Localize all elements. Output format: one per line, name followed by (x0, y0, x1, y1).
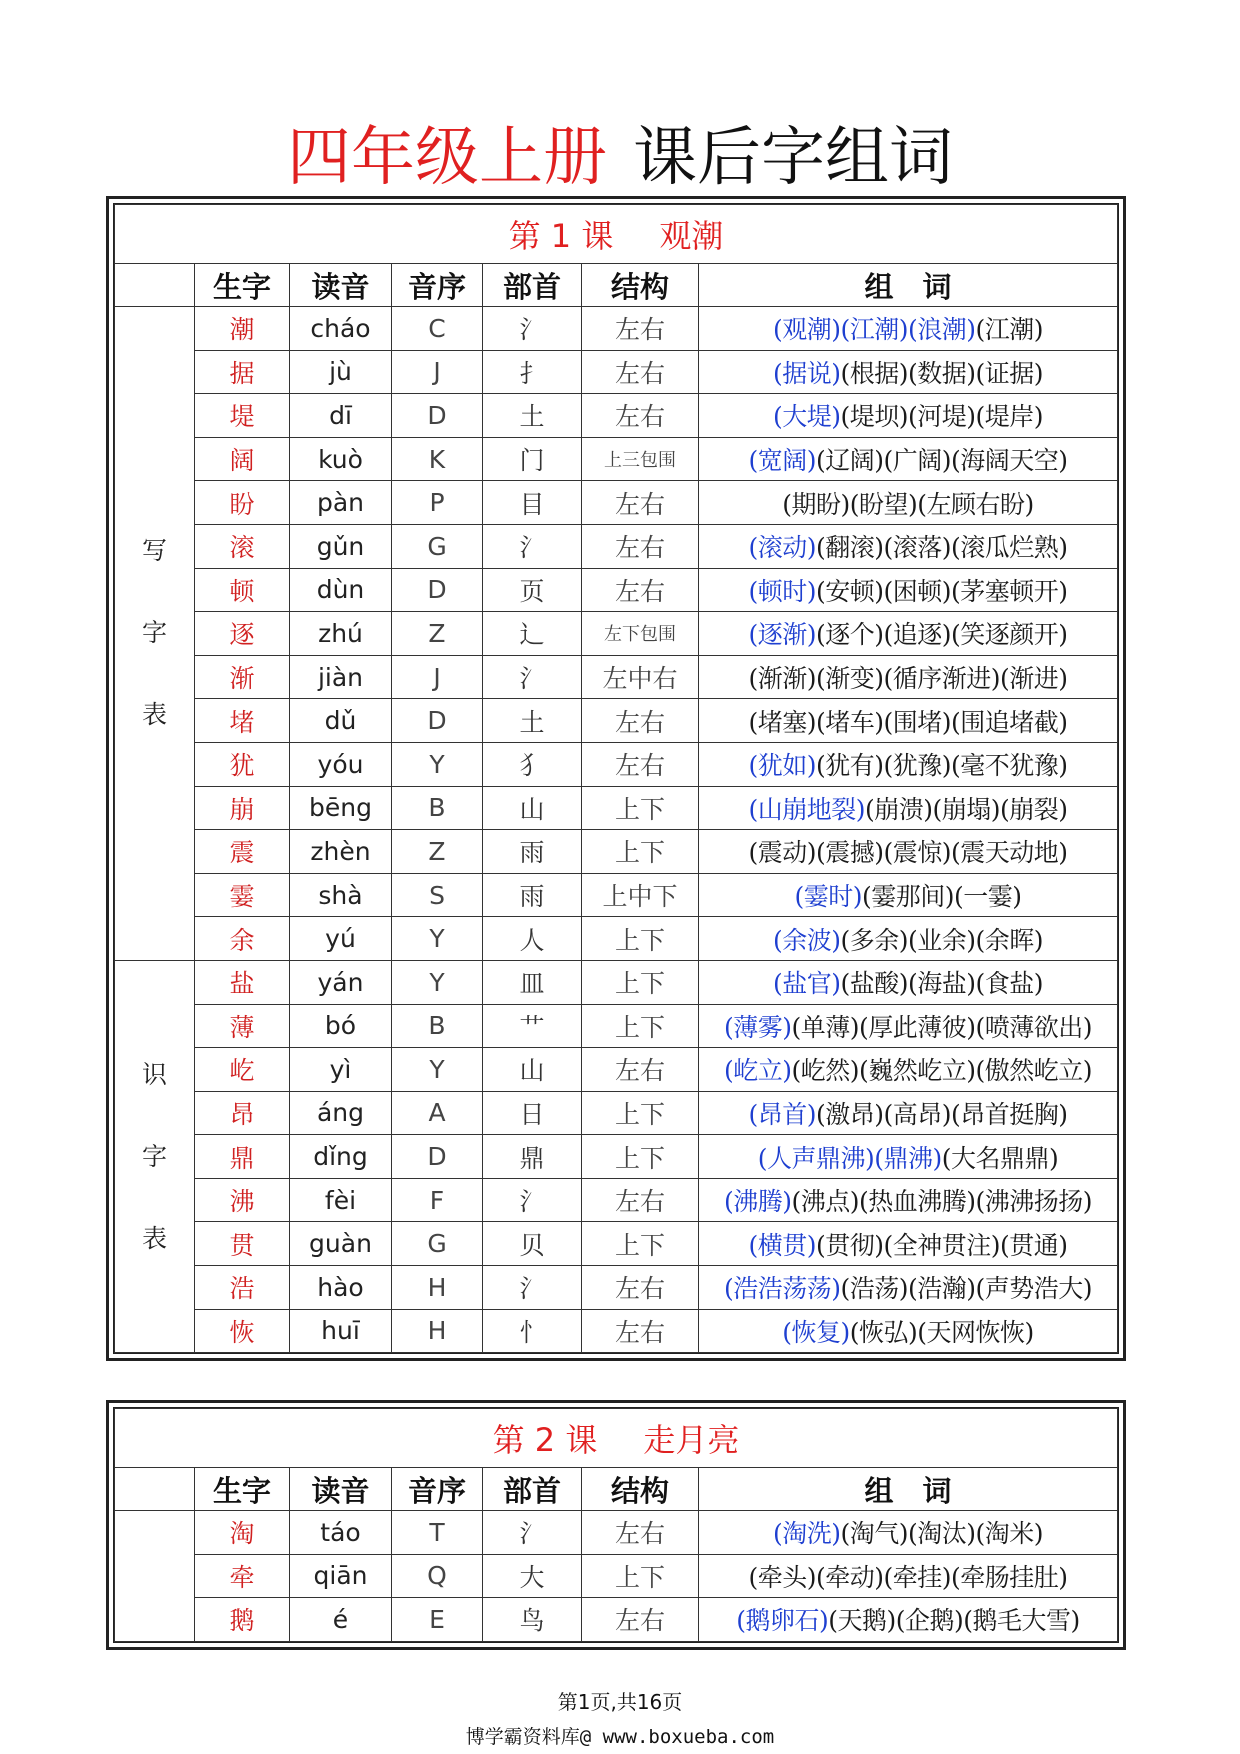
header-structure: 结构 (582, 1468, 699, 1511)
radical-cell: 扌 (483, 350, 582, 394)
radical-cell: 犭 (483, 742, 582, 786)
group-label-char: 写 (141, 536, 167, 566)
structure-cell: 上下 (582, 917, 699, 961)
lesson-1-name: 观潮 (659, 217, 724, 255)
letter-cell: B (392, 786, 483, 830)
pinyin-cell: áng (290, 1091, 392, 1135)
pinyin-cell: zhú (290, 612, 392, 656)
letter-cell: E (392, 1598, 483, 1642)
structure-cell: 上下 (582, 1554, 699, 1598)
radical-cell: 鸟 (483, 1598, 582, 1642)
words-cell (699, 960, 1118, 1004)
header-letter: 音序 (392, 1468, 483, 1511)
group-label-char: 表 (141, 1223, 167, 1253)
character-cell: 滚 (195, 524, 290, 568)
letter-cell: J (392, 655, 483, 699)
words-plain: (逐个)(追逐)(笑逐颜开) (815, 620, 1068, 650)
table-row (115, 1309, 1118, 1353)
group-label (115, 960, 195, 1352)
words-cell (699, 1554, 1118, 1598)
table-row (115, 1004, 1118, 1048)
words-cell (699, 1178, 1118, 1222)
radical-cell: 氵 (483, 524, 582, 568)
structure-cell: 左右 (582, 481, 699, 525)
structure-cell: 左右 (582, 1511, 699, 1555)
words-highlighted: (横贯) (748, 1230, 816, 1260)
character-cell: 堵 (195, 699, 290, 743)
table-row (115, 1048, 1118, 1092)
structure-cell: 上下 (582, 830, 699, 874)
pinyin-cell: qiān (290, 1554, 392, 1598)
radical-cell: 氵 (483, 307, 582, 351)
radical-cell: 氵 (483, 1178, 582, 1222)
letter-cell: Y (392, 742, 483, 786)
character-cell: 恢 (195, 1309, 290, 1353)
words-cell (699, 394, 1118, 438)
letter-cell: H (392, 1309, 483, 1353)
structure-cell: 左右 (582, 568, 699, 612)
words-highlighted: (逐渐) (748, 620, 816, 650)
words-highlighted: (余波) (772, 925, 841, 955)
letter-cell: Y (392, 917, 483, 961)
table-row (115, 699, 1118, 743)
pinyin-cell: kuò (290, 437, 392, 481)
lesson-1-read-rows (115, 960, 1118, 1352)
words-highlighted: (鹅卵石) (736, 1606, 829, 1636)
pinyin-cell: jù (290, 350, 392, 394)
words-cell (699, 1222, 1118, 1266)
structure-cell: 上下 (582, 786, 699, 830)
pinyin-cell: fèi (290, 1178, 392, 1222)
character-cell: 震 (195, 830, 290, 874)
words-highlighted: (人声鼎沸)(鼎沸) (757, 1143, 942, 1173)
words-plain: (翻滚)(滚落)(滚瓜烂熟) (815, 533, 1068, 563)
structure-cell: 左右 (582, 524, 699, 568)
words-plain: (大名鼎鼎) (941, 1143, 1059, 1173)
words-cell (699, 568, 1118, 612)
character-cell: 牵 (195, 1554, 290, 1598)
table-row (115, 1511, 1118, 1555)
letter-cell: Y (392, 1048, 483, 1092)
character-cell: 崩 (195, 786, 290, 830)
pinyin-cell: dǔ (290, 699, 392, 743)
pinyin-cell: bó (290, 1004, 392, 1048)
radical-cell: 氵 (483, 655, 582, 699)
radical-cell: 忄 (483, 1309, 582, 1353)
radical-cell: 大 (483, 1554, 582, 1598)
letter-cell: Z (392, 612, 483, 656)
words-cell (699, 1309, 1118, 1353)
radical-cell: 目 (483, 481, 582, 525)
words-cell (699, 1004, 1118, 1048)
radical-cell: 土 (483, 394, 582, 438)
words-cell (699, 786, 1118, 830)
radical-cell: 辶 (483, 612, 582, 656)
lesson-1-header-row (115, 264, 1118, 307)
words-plain: (犹有)(犹豫)(毫不犹豫) (815, 751, 1068, 781)
letter-cell: Y (392, 960, 483, 1004)
radical-cell: 山 (483, 786, 582, 830)
words-highlighted: (盐官) (772, 969, 841, 999)
pinyin-cell: yú (290, 917, 392, 961)
group-label-char: 字 (141, 618, 167, 648)
words-highlighted: (恢复) (782, 1317, 850, 1347)
words-plain: (恢弘)(天网恢恢) (849, 1317, 1034, 1347)
character-cell: 堤 (195, 394, 290, 438)
header-words: 组 词 (699, 1468, 1118, 1511)
radical-cell: 土 (483, 699, 582, 743)
header-pinyin: 读音 (290, 1468, 392, 1511)
lesson-2-grid (114, 1408, 1118, 1642)
words-plain: (辽阔)(广阔)(海阔天空) (815, 446, 1068, 476)
character-cell: 昂 (195, 1091, 290, 1135)
header-structure: 结构 (582, 264, 699, 307)
page-title (0, 118, 1240, 198)
table-row (115, 786, 1118, 830)
words-plain: (霎那间)(一霎) (862, 882, 1022, 912)
lesson-2-name: 走月亮 (643, 1421, 740, 1459)
table-row (115, 394, 1118, 438)
words-highlighted: (浩浩荡荡) (723, 1274, 841, 1304)
pinyin-cell: zhèn (290, 830, 392, 874)
structure-cell: 左右 (582, 742, 699, 786)
lesson-2-table (106, 1400, 1126, 1650)
pinyin-cell: guàn (290, 1222, 392, 1266)
lesson-1-title (115, 205, 1118, 264)
character-cell: 霎 (195, 873, 290, 917)
letter-cell: C (392, 307, 483, 351)
lesson-2-number: 第 2 课 (492, 1421, 598, 1459)
table-row (115, 1222, 1118, 1266)
character-cell: 淘 (195, 1511, 290, 1555)
words-highlighted: (沸腾) (723, 1187, 792, 1217)
source-credit: 博学霸资料库@ www.boxueba.com (465, 1726, 775, 1748)
words-cell (699, 524, 1118, 568)
words-plain: (盐酸)(海盐)(食盐) (840, 969, 1044, 999)
words-cell (699, 307, 1118, 351)
header-char: 生字 (195, 264, 290, 307)
letter-cell: T (392, 1511, 483, 1555)
words-highlighted: (据说) (772, 358, 841, 388)
words-highlighted: (薄雾) (723, 1012, 792, 1042)
words-plain: (多余)(业余)(余晖) (840, 925, 1044, 955)
table-row (115, 960, 1118, 1004)
pinyin-cell: shà (290, 873, 392, 917)
structure-cell: 左右 (582, 699, 699, 743)
letter-cell: J (392, 350, 483, 394)
words-plain: (浩荡)(浩瀚)(声势浩大) (840, 1274, 1093, 1304)
table-row (115, 437, 1118, 481)
words-plain: (天鹅)(企鹅)(鹅毛大雪) (828, 1606, 1080, 1636)
pinyin-cell: gǔn (290, 524, 392, 568)
words-highlighted: (淘洗) (772, 1519, 841, 1549)
structure-cell: 左右 (582, 1598, 699, 1642)
character-cell: 盼 (195, 481, 290, 525)
pinyin-cell: táo (290, 1511, 392, 1555)
words-plain: (根据)(数据)(证据) (840, 358, 1044, 388)
radical-cell: 雨 (483, 873, 582, 917)
page-title-subject: 课后字组词 (633, 121, 953, 195)
radical-cell: 雨 (483, 830, 582, 874)
character-cell: 潮 (195, 307, 290, 351)
header-pinyin: 读音 (290, 264, 392, 307)
words-plain: (渐渐)(渐变)(循序渐进)(渐进) (748, 664, 1068, 694)
radical-cell: 贝 (483, 1222, 582, 1266)
table-row (115, 742, 1118, 786)
table-row (115, 1135, 1118, 1179)
pinyin-cell: hào (290, 1266, 392, 1310)
words-highlighted: (屹立) (723, 1056, 792, 1086)
lesson-1-number: 第 1 课 (508, 217, 614, 255)
words-cell (699, 917, 1118, 961)
structure-cell: 左下包围 (582, 612, 699, 656)
pinyin-cell: dī (290, 394, 392, 438)
letter-cell: A (392, 1091, 483, 1135)
lesson-2-header-row (115, 1468, 1118, 1511)
table-row (115, 524, 1118, 568)
words-plain: (江潮) (975, 315, 1044, 345)
pinyin-cell: jiàn (290, 655, 392, 699)
table-row (115, 917, 1118, 961)
words-plain: (堵塞)(堵车)(围堵)(围追堵截) (748, 707, 1068, 737)
letter-cell: G (392, 1222, 483, 1266)
character-cell: 犹 (195, 742, 290, 786)
words-highlighted: (犹如) (748, 751, 816, 781)
words-cell (699, 873, 1118, 917)
radical-cell: 皿 (483, 960, 582, 1004)
group-label-char: 识 (141, 1059, 167, 1089)
character-cell: 盐 (195, 960, 290, 1004)
table-row (115, 1266, 1118, 1310)
pinyin-cell: pàn (290, 481, 392, 525)
radical-cell: 页 (483, 568, 582, 612)
header-radical: 部首 (483, 1468, 582, 1511)
character-cell: 余 (195, 917, 290, 961)
structure-cell: 上下 (582, 1222, 699, 1266)
page-title-grade: 四年级上册 (287, 121, 607, 195)
character-cell: 鼎 (195, 1135, 290, 1179)
lesson-1-table (106, 196, 1126, 1361)
table-row (115, 1178, 1118, 1222)
words-highlighted: (霎时) (794, 882, 862, 912)
letter-cell: G (392, 524, 483, 568)
pinyin-cell: bēng (290, 786, 392, 830)
words-plain: (期盼)(盼望)(左顾右盼) (782, 489, 1034, 519)
words-plain: (崩溃)(崩塌)(崩裂) (864, 794, 1068, 824)
radical-cell: 氵 (483, 1511, 582, 1555)
letter-cell: Z (392, 830, 483, 874)
table-row (115, 568, 1118, 612)
header-radical: 部首 (483, 264, 582, 307)
letter-cell: F (392, 1178, 483, 1222)
letter-cell: D (392, 1135, 483, 1179)
character-cell: 屹 (195, 1048, 290, 1092)
character-cell: 鹅 (195, 1598, 290, 1642)
letter-cell: S (392, 873, 483, 917)
page-number: 第1页,共16页 (557, 1690, 683, 1714)
radical-cell: 门 (483, 437, 582, 481)
radical-cell: 山 (483, 1048, 582, 1092)
structure-cell: 左右 (582, 1178, 699, 1222)
pinyin-cell: yì (290, 1048, 392, 1092)
table-row (115, 612, 1118, 656)
character-cell: 顿 (195, 568, 290, 612)
header-char: 生字 (195, 1468, 290, 1511)
letter-cell: D (392, 394, 483, 438)
lesson-2-title (115, 1409, 1118, 1468)
words-cell (699, 350, 1118, 394)
words-highlighted: (大堤) (772, 402, 841, 432)
words-cell (699, 742, 1118, 786)
words-cell (699, 1048, 1118, 1092)
table-row (115, 655, 1118, 699)
pinyin-cell: dǐng (290, 1135, 392, 1179)
letter-cell: H (392, 1266, 483, 1310)
words-plain: (堤坝)(河堤)(堤岸) (840, 402, 1044, 432)
character-cell: 贯 (195, 1222, 290, 1266)
structure-cell: 左右 (582, 1309, 699, 1353)
structure-cell: 上下 (582, 1004, 699, 1048)
radical-cell: 艹 (483, 1004, 582, 1048)
character-cell: 沸 (195, 1178, 290, 1222)
character-cell: 据 (195, 350, 290, 394)
words-highlighted: (观潮)(江潮)(浪潮) (772, 315, 976, 345)
words-plain: (沸点)(热血沸腾)(沸沸扬扬) (791, 1187, 1093, 1217)
pinyin-cell: é (290, 1598, 392, 1642)
words-plain: (激昂)(高昂)(昂首挺胸) (815, 1099, 1068, 1129)
header-blank (115, 1468, 195, 1511)
group-label (115, 307, 195, 961)
pinyin-cell: yóu (290, 742, 392, 786)
words-cell (699, 612, 1118, 656)
structure-cell: 左右 (582, 350, 699, 394)
lesson-1-grid (114, 204, 1118, 1353)
character-cell: 阔 (195, 437, 290, 481)
words-plain: (屹然)(巍然屹立)(傲然屹立) (791, 1056, 1093, 1086)
header-blank (115, 264, 195, 307)
words-cell (699, 1135, 1118, 1179)
structure-cell: 左右 (582, 1266, 699, 1310)
pinyin-cell: dùn (290, 568, 392, 612)
words-cell (699, 481, 1118, 525)
structure-cell: 上下 (582, 960, 699, 1004)
words-cell (699, 437, 1118, 481)
letter-cell: B (392, 1004, 483, 1048)
table-row (115, 830, 1118, 874)
group-label-char: 表 (141, 700, 167, 730)
radical-cell: 氵 (483, 1266, 582, 1310)
pinyin-cell: yán (290, 960, 392, 1004)
radical-cell: 日 (483, 1091, 582, 1135)
words-cell (699, 1598, 1118, 1642)
character-cell: 浩 (195, 1266, 290, 1310)
character-cell: 渐 (195, 655, 290, 699)
structure-cell: 上中下 (582, 873, 699, 917)
words-highlighted: (宽阔) (748, 446, 816, 476)
words-highlighted: (山崩地裂) (748, 794, 865, 824)
letter-cell: P (392, 481, 483, 525)
table-row (115, 350, 1118, 394)
words-cell (699, 1091, 1118, 1135)
words-cell (699, 699, 1118, 743)
words-plain: (贯彻)(全神贯注)(贯通) (815, 1230, 1068, 1260)
header-words: 组 词 (699, 264, 1118, 307)
words-cell (699, 1511, 1118, 1555)
group-blank (115, 1511, 195, 1642)
structure-cell: 上下 (582, 1135, 699, 1179)
words-cell (699, 830, 1118, 874)
table-row (115, 1554, 1118, 1598)
structure-cell: 上三包围 (582, 437, 699, 481)
radical-cell: 人 (483, 917, 582, 961)
letter-cell: Q (392, 1554, 483, 1598)
header-letter: 音序 (392, 264, 483, 307)
table-row (115, 1091, 1118, 1135)
words-plain: (震动)(震撼)(震惊)(震天动地) (748, 838, 1068, 868)
lesson-2-rows (115, 1511, 1118, 1642)
letter-cell: D (392, 699, 483, 743)
structure-cell: 左右 (582, 307, 699, 351)
words-plain: (淘气)(淘汰)(淘米) (840, 1519, 1044, 1549)
words-highlighted: (昂首) (748, 1099, 816, 1129)
group-label-char: 字 (141, 1141, 167, 1171)
words-plain: (牵头)(牵动)(牵挂)(牵肠挂肚) (748, 1562, 1068, 1592)
table-row (115, 1598, 1118, 1642)
character-cell: 逐 (195, 612, 290, 656)
structure-cell: 左右 (582, 394, 699, 438)
words-plain: (安顿)(困顿)(茅塞顿开) (815, 576, 1068, 606)
words-plain: (单薄)(厚此薄彼)(喷薄欲出) (791, 1012, 1093, 1042)
table-row (115, 481, 1118, 525)
table-row (115, 873, 1118, 917)
pinyin-cell: huī (290, 1309, 392, 1353)
lesson-1-write-rows (115, 307, 1118, 961)
structure-cell: 上下 (582, 1091, 699, 1135)
table-row (115, 307, 1118, 351)
words-highlighted: (顿时) (748, 576, 816, 606)
character-cell: 薄 (195, 1004, 290, 1048)
structure-cell: 左中右 (582, 655, 699, 699)
words-cell (699, 655, 1118, 699)
words-cell (699, 1266, 1118, 1310)
structure-cell: 左右 (582, 1048, 699, 1092)
letter-cell: D (392, 568, 483, 612)
radical-cell: 鼎 (483, 1135, 582, 1179)
words-highlighted: (滚动) (748, 533, 816, 563)
pinyin-cell: cháo (290, 307, 392, 351)
letter-cell: K (392, 437, 483, 481)
